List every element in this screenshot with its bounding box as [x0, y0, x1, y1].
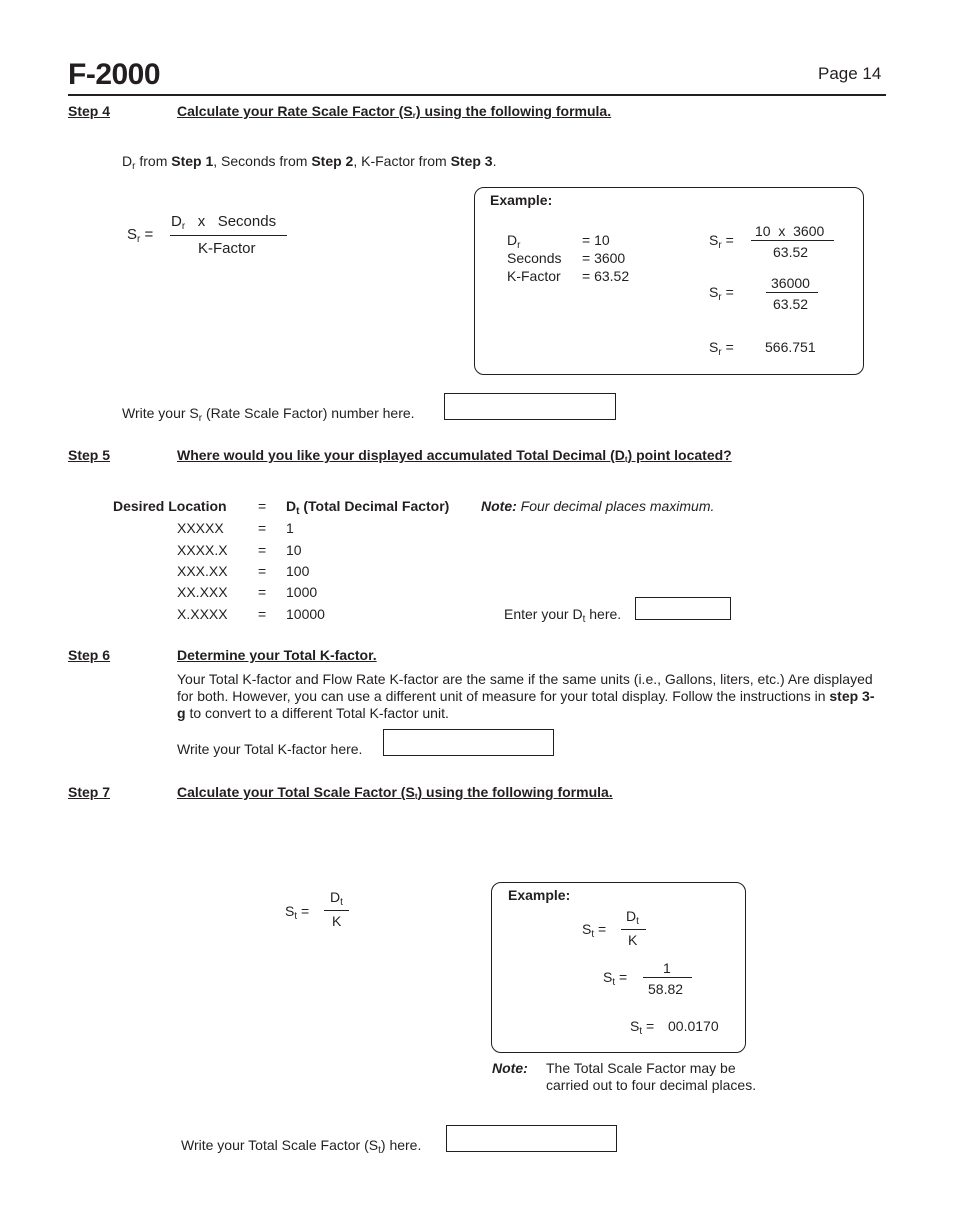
total-formula-den: K: [332, 913, 342, 929]
document-title: F-2000: [68, 58, 161, 91]
example-val-kfactor: = 63.52: [582, 268, 630, 284]
row-value: 1: [286, 520, 294, 536]
row-location: XXXX.X: [177, 542, 228, 558]
rate-write-label: Write your $S_r$ (Rate Scale Factor) number here.: [122, 405, 415, 424]
step7-label: Step 7: [68, 784, 111, 800]
rate-formula-fraction-bar: [170, 235, 287, 236]
table-head-note: Note: Four decimal places maximum.: [481, 498, 715, 514]
step7-note-line1: The Total Scale Factor may be: [546, 1060, 736, 1076]
row-eq: =: [258, 606, 267, 622]
example-calc1-den: 63.52: [773, 244, 809, 260]
step5-heading: Where would you like your displayed accumulated Total Decimal (Dt) point located?: [177, 447, 732, 464]
example-calc2-den: 63.52: [773, 296, 809, 312]
total-calc1-lhs: $S_t$ =: [582, 921, 607, 940]
step7-note-line2: carried out to four decimal places.: [546, 1077, 757, 1093]
example-var-seconds: Seconds: [507, 250, 562, 266]
header-rule: [68, 94, 886, 96]
total-calc1-bar: [621, 929, 646, 930]
row-location: XXX.XX: [177, 563, 228, 579]
row-eq: =: [258, 520, 267, 536]
step5-label: Step 5: [68, 447, 111, 463]
step7-heading: Calculate your Total Scale Factor (St) using the following formula.: [177, 784, 613, 801]
row-value: 1000: [286, 584, 318, 600]
total-scale-factor-input[interactable]: [446, 1125, 617, 1152]
total-calc2-lhs: $S_t$ =: [603, 969, 628, 988]
row-location: X.XXXX: [177, 606, 228, 622]
row-eq: =: [258, 584, 267, 600]
step6-heading: Determine your Total K-factor.: [177, 647, 377, 663]
rate-scale-factor-input[interactable]: [444, 393, 616, 420]
step7-note-label: Note:: [492, 1060, 528, 1076]
example-val-dr: = 10: [582, 232, 610, 248]
example-calc3-result: 566.751: [765, 339, 816, 355]
total-calc3-result: 00.0170: [668, 1018, 719, 1034]
step4-intro: $D_r$ from Step 1, Seconds from Step 2, K-Factor from Step 3.: [122, 153, 497, 172]
table-head-eq: =: [258, 498, 267, 514]
example-var-dr: $D_r$: [507, 232, 521, 251]
total-formula-lhs: $S_t$ =: [285, 903, 310, 922]
rate-formula-denominator: K-Factor: [198, 240, 256, 257]
total-scale-write-label: Write your Total Scale Factor $(S_t)$ here.: [181, 1137, 422, 1156]
example-val-seconds: = 3600: [582, 250, 626, 266]
page-number: Page 14: [818, 64, 882, 83]
rate-formula-numerator: $D_r$ x Seconds: [171, 213, 277, 232]
total-kfactor-input[interactable]: [383, 729, 554, 756]
table-head-location: Desired Location: [113, 498, 227, 514]
dt-input[interactable]: [635, 597, 731, 620]
total-calc2-bar: [643, 977, 692, 978]
total-calc2-den: 58.82: [648, 981, 684, 997]
total-calc2-num: 1: [663, 960, 671, 976]
step4-label: Step 4: [68, 103, 111, 119]
rate-formula-lhs: $S_r$ =: [127, 226, 154, 245]
example-calc1-num: 10 x 3600: [755, 223, 825, 239]
total-calc1-num: $D_t$: [626, 908, 639, 927]
total-calc1-den: K: [628, 932, 638, 948]
row-value: 100: [286, 563, 310, 579]
row-value: 10: [286, 542, 302, 558]
rate-example-title: Example:: [490, 192, 553, 208]
row-value: 10000: [286, 606, 325, 622]
table-head-factor: $D_t$ (Total Decimal Factor): [286, 498, 450, 517]
example-calc1-lhs: $S_r$ =: [709, 232, 734, 251]
example-calc2-lhs: $S_r$ =: [709, 284, 734, 303]
row-location: XXXXX: [177, 520, 224, 536]
total-example-title: Example:: [508, 887, 571, 903]
example-var-kfactor: K-Factor: [507, 268, 561, 284]
step6-paragraph: Your Total K-factor and Flow Rate K-factor are the same if the same units (i.e., Gallons, liters, etc.) Are displayed for both. However, you can use a different unit of measure for your total display. Follow the instructions in step 3-g to convert to a different Total K-factor unit.: [177, 671, 875, 721]
dt-enter-label: Enter your $D_t$ here.: [504, 606, 622, 625]
step6-label: Step 6: [68, 647, 111, 663]
step4-heading: Calculate your Rate Scale Factor (Sr) using the following formula.: [177, 103, 612, 120]
example-calc3-lhs: $S_r$ =: [709, 339, 734, 358]
total-calc3-lhs: $S_t$ =: [630, 1018, 655, 1037]
total-formula-num: $D_t$: [330, 889, 343, 908]
example-calc2-bar: [766, 292, 818, 293]
total-formula-bar: [324, 910, 349, 911]
row-eq: =: [258, 563, 267, 579]
example-calc2-num: 36000: [771, 275, 810, 291]
row-eq: =: [258, 542, 267, 558]
total-kfactor-write-label: Write your Total K-factor here.: [177, 741, 363, 757]
row-location: XX.XXX: [177, 584, 228, 600]
example-calc1-bar: [751, 240, 834, 241]
